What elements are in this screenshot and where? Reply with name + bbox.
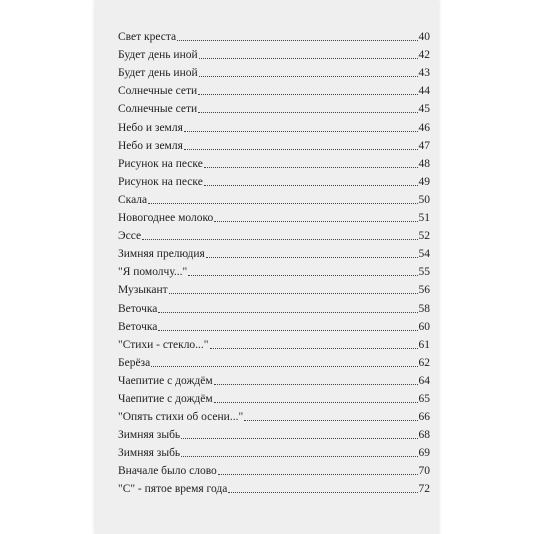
dot-leader — [198, 94, 417, 95]
toc-entry-page-number: 56 — [418, 284, 430, 297]
toc-entry-page-number: 50 — [418, 193, 430, 206]
toc-entry-title: Скала — [118, 193, 148, 206]
toc-entry-page-number: 54 — [418, 248, 430, 261]
toc-entry — [118, 225, 430, 243]
dot-leader — [210, 348, 418, 349]
toc-entry-page-number: 45 — [418, 103, 430, 116]
dot-leader — [158, 330, 417, 331]
toc-entry-page-number: 68 — [418, 429, 430, 442]
toc-entry-title: "Опять стихи об осени..." — [118, 411, 244, 424]
dot-leader — [199, 76, 418, 77]
dot-leader — [206, 257, 418, 258]
toc-entry-title: Чаепитие с дождём — [118, 374, 213, 387]
toc-entry-page-number: 72 — [418, 483, 430, 496]
toc-entry — [118, 153, 430, 171]
toc-entry-page-number: 46 — [418, 121, 430, 134]
toc-entry — [118, 135, 430, 153]
toc-entry-title: Рисунок на песке — [118, 175, 203, 188]
dot-leader — [218, 474, 418, 475]
toc-entry-page-number: 49 — [418, 175, 430, 188]
dot-leader — [244, 420, 417, 421]
toc-entry — [118, 207, 430, 225]
toc-entry-title: Вначале было слово — [118, 465, 217, 478]
toc-entry-title: Берёза — [118, 356, 151, 369]
toc-entry-page-number: 55 — [418, 266, 430, 279]
toc-entry — [118, 334, 430, 352]
toc-entry-page-number: 40 — [418, 31, 430, 44]
dot-leader — [177, 40, 417, 41]
toc-entry — [118, 478, 430, 496]
dot-leader — [198, 112, 417, 113]
toc-entry-title: Зимняя прелюдия — [118, 248, 205, 261]
toc-entry-title: Небо и земля — [118, 139, 183, 152]
dot-leader — [181, 456, 417, 457]
toc-entry-page-number: 47 — [418, 139, 430, 152]
toc-entry-page-number: 52 — [418, 230, 430, 243]
toc-entry-title: Новогоднее молоко — [118, 212, 214, 225]
toc-entry-title: Музыкант — [118, 284, 168, 297]
toc-entry-title: Веточка — [118, 320, 158, 333]
toc-entry-page-number: 69 — [418, 447, 430, 460]
dot-leader — [184, 149, 418, 150]
toc-entry — [118, 406, 430, 424]
toc-entry-page-number: 58 — [418, 302, 430, 315]
toc-entry — [118, 243, 430, 261]
toc-entry-title: Чаепитие с дождём — [118, 392, 213, 405]
dot-leader — [151, 366, 417, 367]
toc-entry — [118, 460, 430, 478]
toc-entry — [118, 116, 430, 134]
dot-leader — [214, 384, 418, 385]
toc-entry-page-number: 62 — [418, 356, 430, 369]
toc-entry-title: Эссе — [118, 230, 142, 243]
dot-leader — [188, 275, 417, 276]
toc-entry — [118, 189, 430, 207]
toc-entry-title: Рисунок на песке — [118, 157, 203, 170]
toc-entry-title: Свет креста — [118, 31, 177, 44]
toc-entry — [118, 442, 430, 460]
toc-entry-title: Будет день иной — [118, 49, 198, 62]
dot-leader — [142, 239, 417, 240]
toc-entry-page-number: 60 — [418, 320, 430, 333]
toc-entry-title: Небо и земля — [118, 121, 183, 134]
dot-leader — [214, 402, 418, 403]
toc-entry — [118, 80, 430, 98]
toc-entry — [118, 424, 430, 442]
toc-entry-page-number: 70 — [418, 465, 430, 478]
toc-entry — [118, 62, 430, 80]
dot-leader — [199, 58, 418, 59]
toc-entry-title: Солнечные сети — [118, 103, 198, 116]
dot-leader — [181, 438, 417, 439]
toc-entry-title: "Я помолчу..." — [118, 266, 188, 279]
dot-leader — [204, 185, 418, 186]
dot-leader — [184, 131, 418, 132]
toc-entry — [118, 370, 430, 388]
toc-entry-page-number: 64 — [418, 374, 430, 387]
dot-leader — [214, 221, 417, 222]
toc-entry — [118, 388, 430, 406]
toc-entry-page-number: 65 — [418, 392, 430, 405]
toc-entry-page-number: 51 — [418, 212, 430, 225]
toc-entry — [118, 352, 430, 370]
toc-entry — [118, 261, 430, 279]
dot-leader — [148, 203, 417, 204]
toc-entry-page-number: 42 — [418, 49, 430, 62]
toc-entry — [118, 316, 430, 334]
toc-entry — [118, 44, 430, 62]
dot-leader — [169, 293, 418, 294]
toc-entry-title: Будет день иной — [118, 67, 198, 80]
toc-entry-title: Веточка — [118, 302, 158, 315]
toc-entry-page-number: 48 — [418, 157, 430, 170]
table-of-contents — [118, 26, 430, 496]
toc-entry-page-number: 61 — [418, 338, 430, 351]
toc-entry-title: Зимняя зыбь — [118, 429, 181, 442]
toc-entry-page-number: 66 — [418, 411, 430, 424]
toc-entry-title: "Стихи - стекло..." — [118, 338, 209, 351]
dot-leader — [158, 312, 417, 313]
toc-entry-page-number: 43 — [418, 67, 430, 80]
toc-entry — [118, 171, 430, 189]
dot-leader — [228, 492, 417, 493]
toc-entry — [118, 297, 430, 315]
toc-entry — [118, 98, 430, 116]
toc-entry-title: Зимняя зыбь — [118, 447, 181, 460]
toc-entry-page-number: 44 — [418, 85, 430, 98]
toc-entry-title: "С" - пятое время года — [118, 483, 228, 496]
toc-entry-title: Солнечные сети — [118, 85, 198, 98]
toc-entry — [118, 279, 430, 297]
toc-entry — [118, 26, 430, 44]
dot-leader — [204, 167, 418, 168]
